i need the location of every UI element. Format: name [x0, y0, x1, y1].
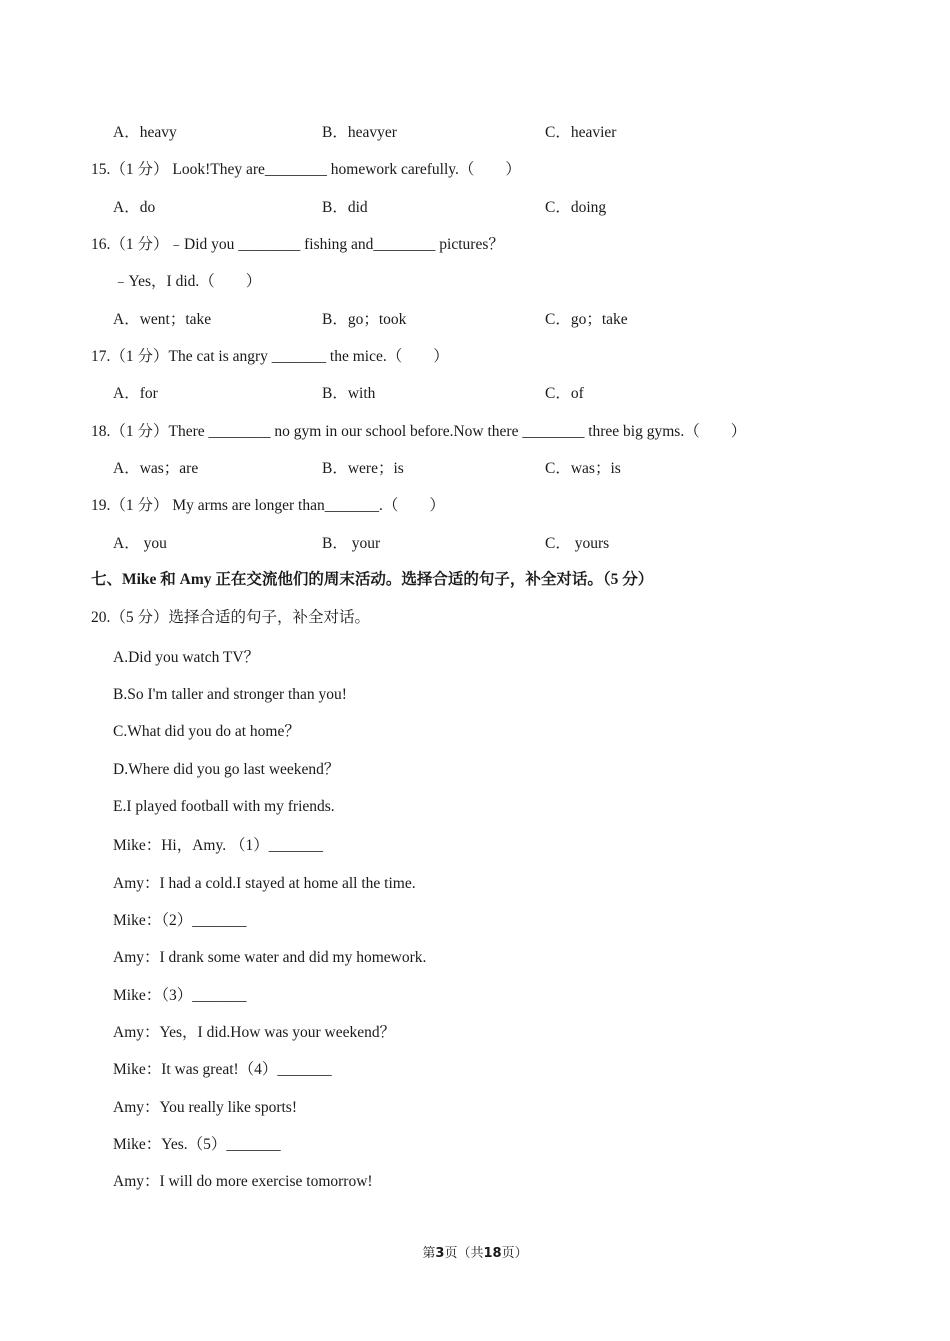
q15-option-c: C．doing	[545, 199, 607, 216]
q20-choice-a: A.Did you watch TV？	[113, 649, 260, 666]
q20-choice-b: B.So I'm taller and stronger than you!	[113, 686, 347, 703]
dialogue-line-2: Amy：I had a cold.I stayed at home all the time.	[113, 875, 416, 892]
q20-stem: 20.（5 分）选择合适的句子，补全对话。	[91, 609, 371, 626]
q14-option-b: B．heavyer	[322, 124, 397, 141]
q18-option-b: B．were；is	[322, 460, 404, 477]
q20-choice-e: E.I played football with my friends.	[113, 798, 335, 815]
dialogue-line-4: Amy：I drank some water and did my homework.	[113, 949, 427, 966]
q17-stem: 17.（1 分）The cat is angry _______ the mice.（ ）	[91, 348, 449, 365]
q14-option-c: C．heavier	[545, 124, 617, 141]
q16-stem: 16.（1 分）﹣Did you ________ fishing and________ pictures？	[91, 236, 504, 253]
q18-option-c: C．was；is	[545, 460, 621, 477]
q16-stem-reply: ﹣Yes，I did.（ ）	[113, 273, 262, 290]
footer-page-number: 3	[435, 1246, 445, 1261]
dialogue-line-8: Amy：You really like sports!	[113, 1099, 297, 1116]
q16-option-a: A．went；take	[113, 311, 212, 328]
q16-option-b: B．go；took	[322, 311, 407, 328]
dialogue-line-7: Mike：It was great!（4）_______	[113, 1061, 332, 1078]
q14-option-a: A．heavy	[113, 124, 177, 141]
q17-option-a: A．for	[113, 385, 158, 402]
footer-suffix: 页）	[501, 1246, 528, 1261]
q19-option-a: A． you	[113, 535, 167, 552]
q15-option-a: A．do	[113, 199, 156, 216]
footer-prefix: 第	[422, 1246, 436, 1261]
dialogue-line-9: Mike：Yes.（5）_______	[113, 1136, 281, 1153]
q20-choice-c: C.What did you do at home？	[113, 723, 300, 740]
q19-stem: 19.（1 分） My arms are longer than_______.（ ）	[91, 497, 445, 514]
q15-stem: 15.（1 分） Look!They are________ homework carefully.（ ）	[91, 161, 521, 178]
q19-option-c: C． yours	[545, 535, 610, 552]
dialogue-line-3: Mike：（2）_______	[113, 912, 247, 929]
q16-option-c: C．go；take	[545, 311, 628, 328]
q15-option-b: B．did	[322, 199, 368, 216]
q17-option-c: C．of	[545, 385, 584, 402]
q18-option-a: A．was；are	[113, 460, 199, 477]
q18-stem: 18.（1 分）There ________ no gym in our school before.Now there ________ three big gyms.（ ）	[91, 423, 747, 440]
q19-option-b: B． your	[322, 535, 381, 552]
dialogue-line-10: Amy：I will do more exercise tomorrow!	[113, 1173, 373, 1190]
dialogue-line-1: Mike：Hi，Amy. （1）_______	[113, 837, 323, 854]
footer-total-pages: 18	[483, 1246, 502, 1261]
q20-choice-d: D.Where did you go last weekend？	[113, 761, 340, 778]
q17-option-b: B．with	[322, 385, 376, 402]
dialogue-line-5: Mike：（3）_______	[113, 987, 247, 1004]
section-7-title: 七、Mike 和 Amy 正在交流他们的周末活动。选择合适的句子，补全对话。（5 分）	[91, 571, 654, 588]
dialogue-line-6: Amy：Yes，I did.How was your weekend？	[113, 1024, 396, 1041]
footer-middle: 页（共	[444, 1246, 484, 1261]
page-footer	[0, 1245, 950, 1263]
